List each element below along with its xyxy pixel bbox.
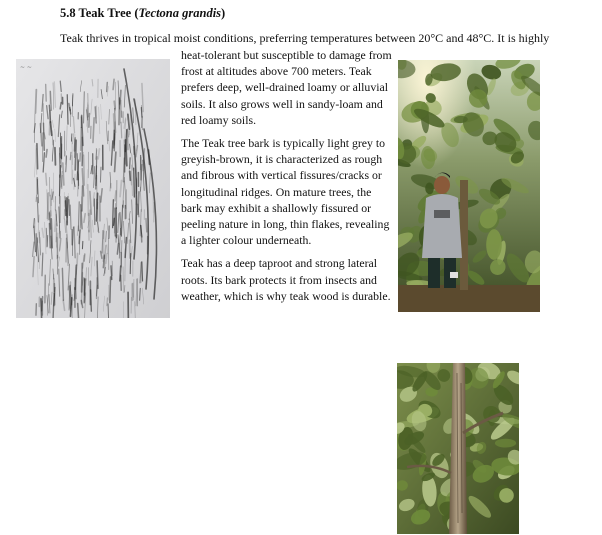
species-name: Tectona grandis	[138, 6, 222, 20]
text-column	[181, 47, 393, 311]
paragraph-climate-soil: heat-tolerant but susceptible to damage from frost at altitudes above 700 meters. Teak prefers deep, well-drained loamy or alluvial soils. It also grows well in sandy-loam and red loamy soils.	[181, 48, 392, 127]
section-title-suffix: )	[221, 6, 226, 20]
paragraph-bark: The Teak tree bark is typically light grey to greyish-brown, it is characterized as rough and fibrous with vertical fissures/cracks or longitudinal ridges. On mature trees, the bark may exhibit a shallowly fissured or peeling nature in long, thin flakes, revealing a lighter colour underneath.	[181, 136, 390, 248]
bark-rubbing-image	[16, 59, 170, 318]
section-number: 5.8	[60, 6, 76, 20]
person-with-teak-tree-photo	[398, 60, 540, 312]
section-title-prefix: Teak Tree (	[78, 6, 139, 20]
intro-line: Teak thrives in tropical moist conditions, preferring temperatures between 20°C and 48°C. It is highly	[60, 31, 550, 45]
teak-trunk-photo	[397, 363, 519, 534]
section-heading	[60, 6, 225, 21]
paragraph-roots: Teak has a deep taproot and strong lateral roots. Its bark protects it from insects and weather, which is why teak wood is durable.	[181, 256, 391, 303]
svg-text:~ ~: ~ ~	[20, 64, 32, 71]
